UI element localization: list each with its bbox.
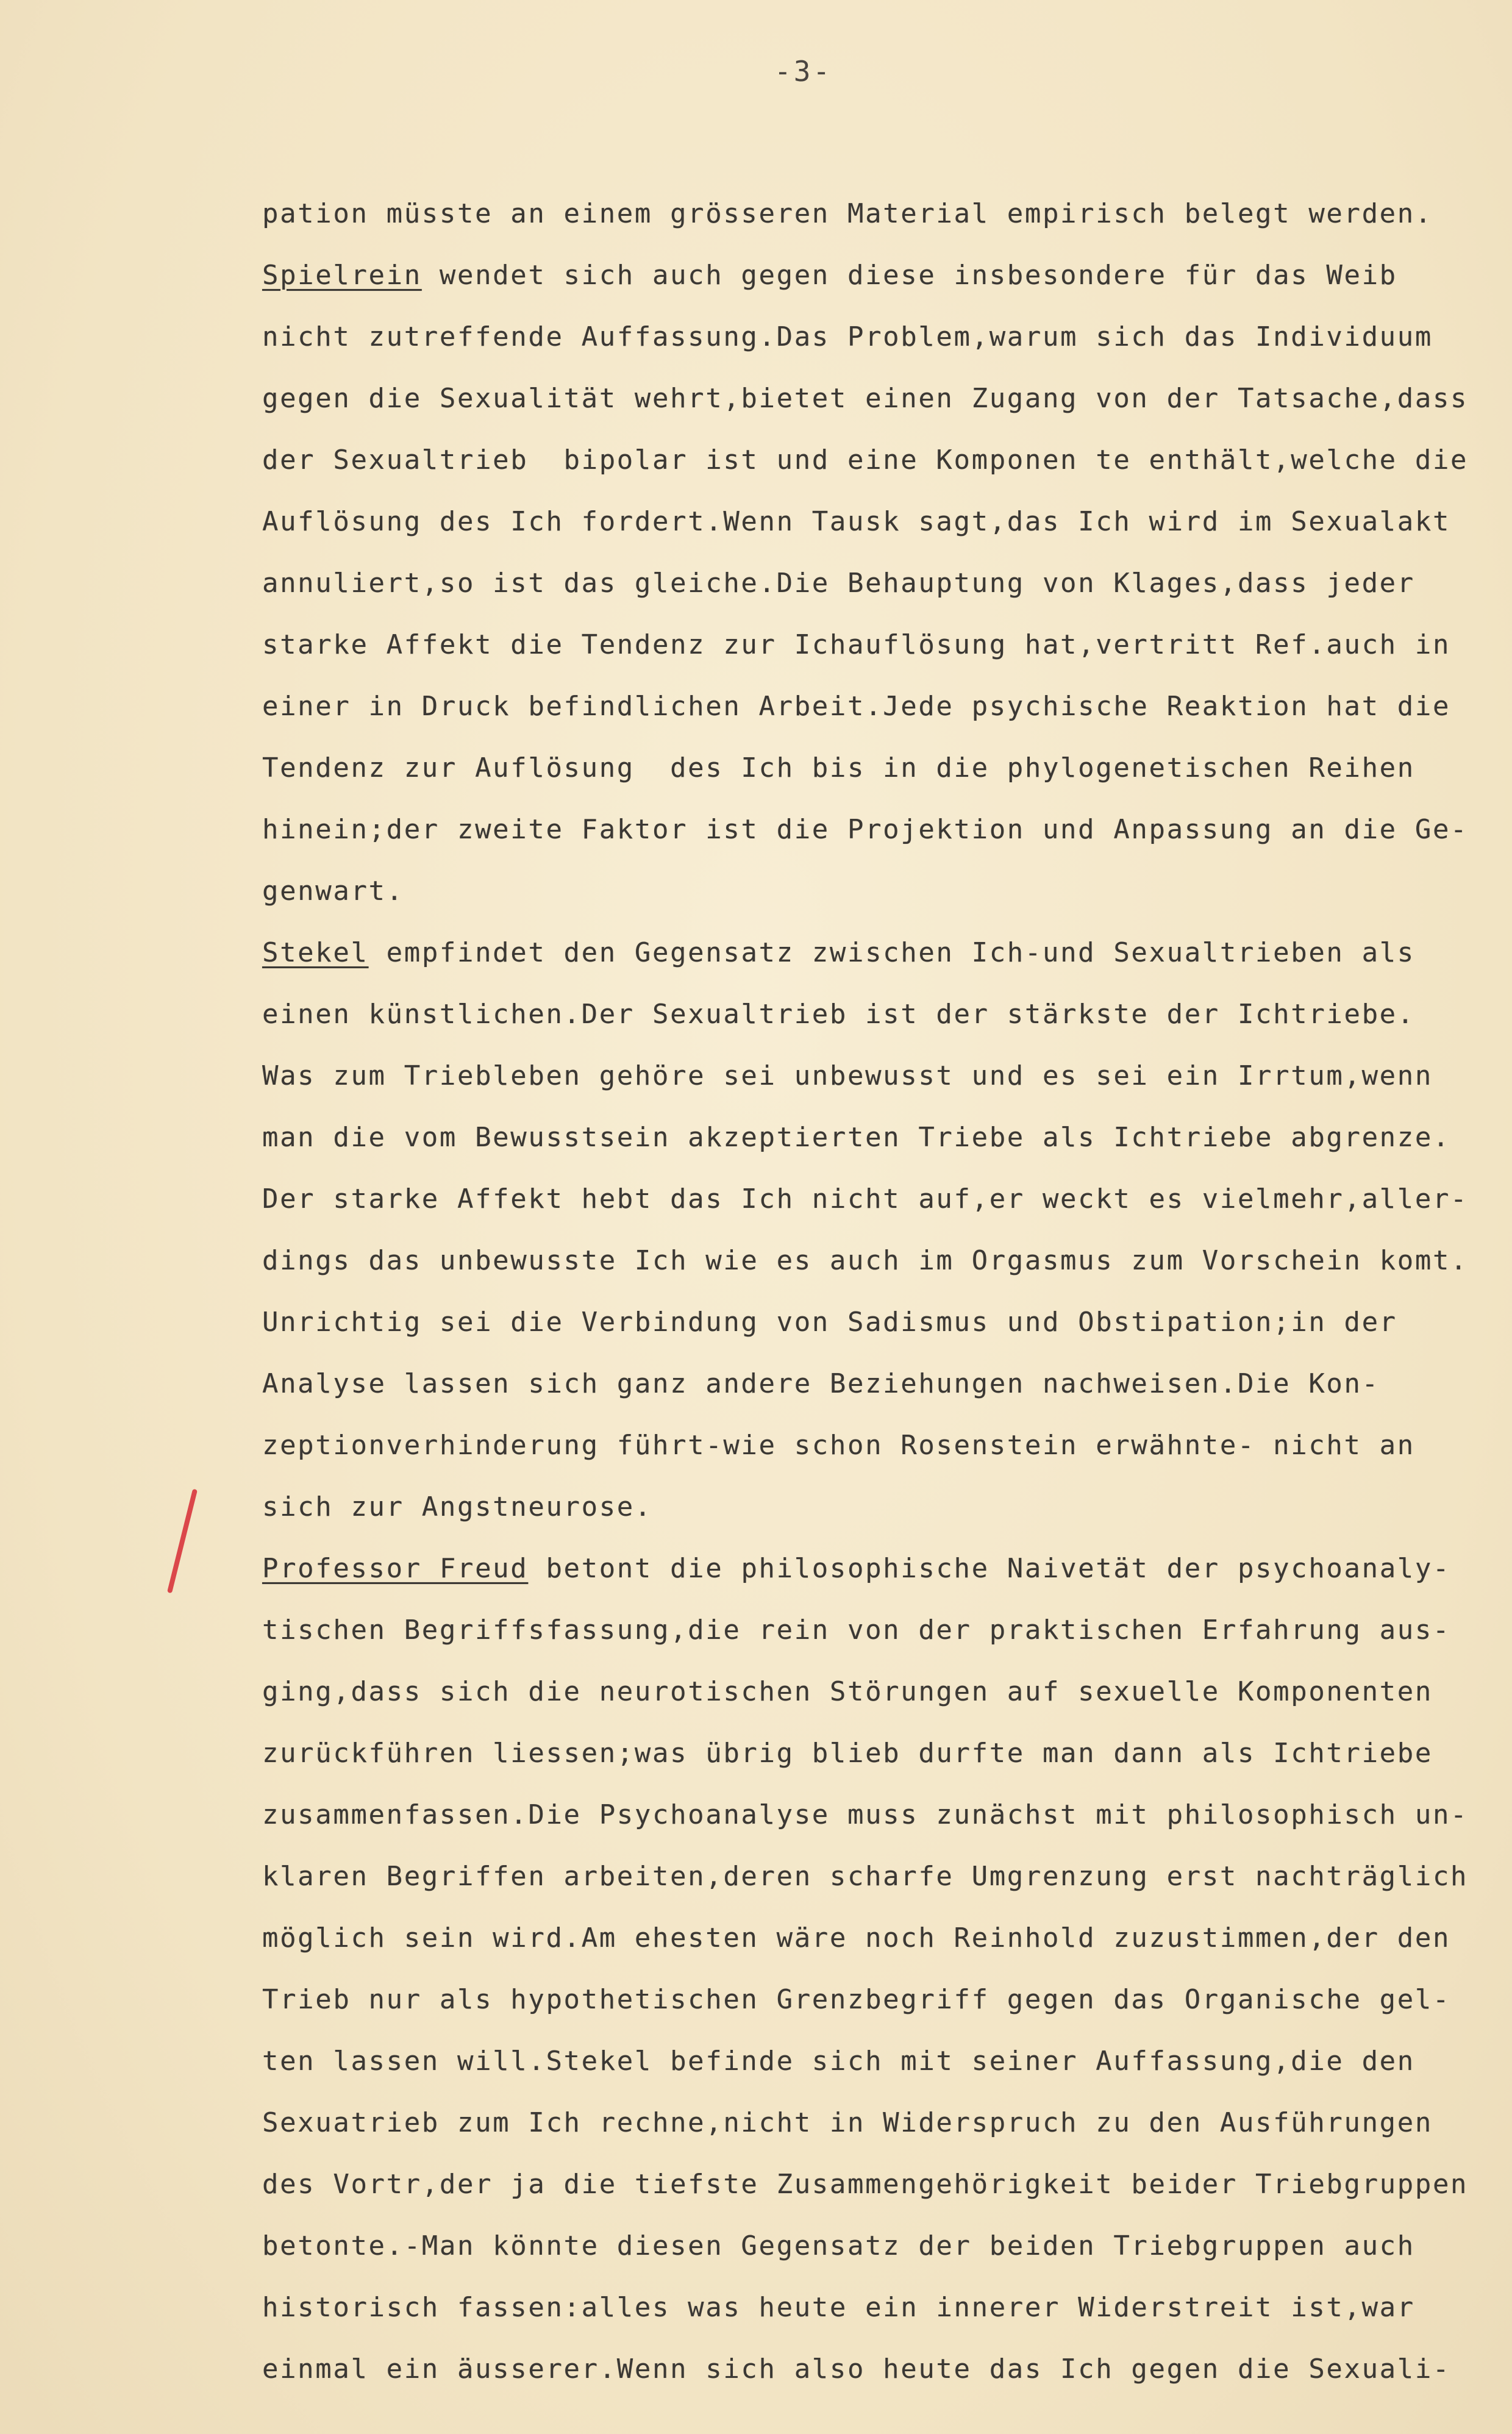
line-text: dings das unbewusste Ich wie es auch im Orgasmus zum Vorschein komt. xyxy=(262,1245,1469,1276)
text-line xyxy=(262,306,1500,368)
text-line xyxy=(262,1168,1500,1230)
line-text: empfindet den Gegensatz zwischen Ich-und Sexualtrieben als xyxy=(368,937,1415,968)
line-text: Tendenz zur Auflösung des Ich bis in die phylogenetischen Reihen xyxy=(262,752,1415,783)
line-text: einen künstlichen.Der Sexualtrieb ist der stärkste der Ichtriebe. xyxy=(262,999,1415,1030)
line-text: genwart. xyxy=(262,876,404,907)
line-text: historisch fassen:alles was heute ein innerer Widerstreit ist,war xyxy=(262,2292,1415,2323)
line-text: hinein;der zweite Faktor ist die Projektion und Anpassung an die Ge- xyxy=(262,814,1469,845)
line-text: zurückführen liessen;was übrig blieb durfte man dann als Ichtriebe xyxy=(262,1738,1433,1769)
line-text: sich zur Angstneurose. xyxy=(262,1491,652,1522)
line-text: pation müsste an einem grösseren Material empirisch belegt werden. xyxy=(262,198,1433,229)
text-line xyxy=(262,1415,1500,1476)
text-line xyxy=(262,1722,1500,1784)
line-text: ging,dass sich die neurotischen Störungen auf sexuelle Komponenten xyxy=(262,1676,1433,1707)
text-line xyxy=(262,429,1500,491)
line-text: annuliert,so ist das gleiche.Die Behauptung von Klages,dass jeder xyxy=(262,568,1415,599)
text-line xyxy=(262,737,1500,799)
text-line xyxy=(262,2030,1500,2092)
line-text: man die vom Bewusstsein akzeptierten Triebe als Ichtriebe abgrenze. xyxy=(262,1122,1451,1153)
line-text: Auflösung des Ich fordert.Wenn Tausk sagt,das Ich wird im Sexualakt xyxy=(262,506,1451,537)
line-text: Sexuatrieb zum Ich rechne,nicht in Widerspruch zu den Ausführungen xyxy=(262,2107,1433,2138)
text-line xyxy=(262,1661,1500,1722)
line-text: wendet sich auch gegen diese insbesondere für das Weib xyxy=(421,260,1397,291)
line-text: Unrichtig sei die Verbindung von Sadismus und Obstipation;in der xyxy=(262,1307,1397,1338)
line-text: Analyse lassen sich ganz andere Beziehungen nachweisen.Die Kon- xyxy=(262,1368,1380,1399)
text-line xyxy=(262,2338,1500,2400)
text-line xyxy=(262,368,1500,429)
text-line xyxy=(262,1907,1500,1969)
line-text: tischen Begriffsfassung,die rein von der praktischen Erfahrung aus- xyxy=(262,1615,1451,1646)
text-line xyxy=(262,1599,1500,1661)
text-line xyxy=(262,552,1500,614)
line-text: Was zum Triebleben gehöre sei unbewusst und es sei ein Irrtum,wenn xyxy=(262,1060,1433,1091)
text-line xyxy=(262,2215,1500,2277)
text-line xyxy=(262,1476,1500,1538)
text-line xyxy=(262,1230,1500,1291)
text-line xyxy=(262,2277,1500,2338)
text-line xyxy=(262,1969,1500,2030)
line-text: des Vortr,der ja die tiefste Zusammengehörigkeit beider Triebgruppen xyxy=(262,2169,1469,2200)
speaker-name: Professor Freud xyxy=(262,1553,529,1584)
line-text: einer in Druck befindlichen Arbeit.Jede psychische Reaktion hat die xyxy=(262,691,1451,722)
speaker-name: Spielrein xyxy=(262,260,422,291)
line-text: nicht zutreffende Auffassung.Das Problem,warum sich das Individuum xyxy=(262,321,1433,352)
text-line xyxy=(262,1784,1500,1846)
text-line xyxy=(262,676,1500,737)
line-text: zeptionverhinderung führt-wie schon Rosenstein erwähnte- nicht an xyxy=(262,1430,1415,1461)
speaker-name: Stekel xyxy=(262,937,369,968)
line-text: zusammenfassen.Die Psychoanalyse muss zunächst mit philosophisch un- xyxy=(262,1799,1469,1830)
red-margin-mark xyxy=(167,1489,198,1594)
text-line xyxy=(262,1291,1500,1353)
line-text: Der starke Affekt hebt das Ich nicht auf,er weckt es vielmehr,aller- xyxy=(262,1183,1469,1215)
text-line xyxy=(262,922,1500,983)
text-line xyxy=(262,614,1500,676)
typed-text-body xyxy=(262,183,1500,2400)
text-line xyxy=(262,183,1500,244)
line-text: Trieb nur als hypothetischen Grenzbegriff gegen das Organische gel- xyxy=(262,1984,1451,2015)
text-line xyxy=(262,1846,1500,1907)
line-text: der Sexualtrieb bipolar ist und eine Komponen te enthält,welche die xyxy=(262,444,1469,476)
text-line xyxy=(262,799,1500,860)
line-text: möglich sein wird.Am ehesten wäre noch Reinhold zuzustimmen,der den xyxy=(262,1922,1451,1954)
text-line xyxy=(262,491,1500,552)
line-text: betont die philosophische Naivetät der psychoanaly- xyxy=(528,1553,1451,1584)
line-text: ten lassen will.Stekel befinde sich mit seiner Auffassung,die den xyxy=(262,2046,1415,2077)
text-line xyxy=(262,2092,1500,2154)
page-number: -3- xyxy=(774,55,833,88)
text-line xyxy=(262,1107,1500,1168)
text-line xyxy=(262,983,1500,1045)
text-line xyxy=(262,2154,1500,2215)
line-text: betonte.-Man könnte diesen Gegensatz der beiden Triebgruppen auch xyxy=(262,2230,1415,2261)
line-text: klaren Begriffen arbeiten,deren scharfe Umgrenzung erst nachträglich xyxy=(262,1861,1469,1892)
line-text: gegen die Sexualität wehrt,bietet einen Zugang von der Tatsache,dass xyxy=(262,383,1469,414)
line-text: starke Affekt die Tendenz zur Ichauflösung hat,vertritt Ref.auch in xyxy=(262,629,1451,660)
line-text: einmal ein äusserer.Wenn sich also heute das Ich gegen die Sexuali- xyxy=(262,2354,1451,2385)
text-line xyxy=(262,1045,1500,1107)
text-line xyxy=(262,244,1500,306)
text-line xyxy=(262,860,1500,922)
text-line xyxy=(262,1538,1500,1599)
text-line xyxy=(262,1353,1500,1415)
